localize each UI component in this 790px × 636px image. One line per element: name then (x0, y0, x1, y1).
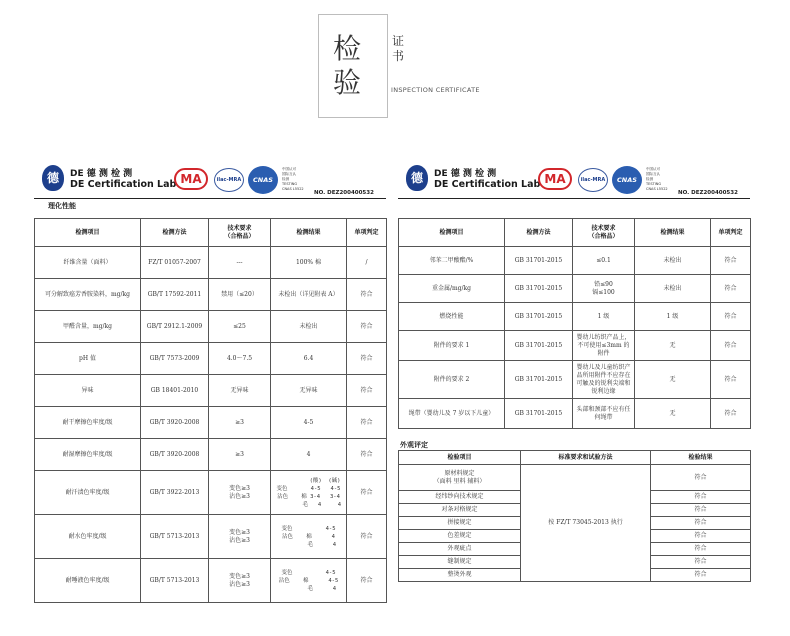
cell-item: 甲醛含量，mg/kg (35, 311, 141, 343)
cell-result: 未检出（详见附表 A） (271, 279, 347, 311)
accreditation-text: 中国认可 国际互认 检测 TESTING CNAS L5522 (646, 167, 668, 191)
header-divider (34, 198, 386, 199)
certificate-page-left (34, 160, 386, 592)
table-header-row (399, 219, 751, 247)
cell-verdict: 符合 (347, 343, 387, 375)
cell-method: GB 31701-2015 (505, 399, 573, 429)
cell-verdict: 符合 (347, 515, 387, 559)
cell-item: 纤维含量（面料） (35, 247, 141, 279)
column-header: 检测结果 (635, 219, 711, 247)
cell-verdict: 符合 (711, 331, 751, 361)
cell-result-text: 变色 4-5 沾色 棉 4-5 毛 4 (278, 569, 339, 592)
column-header: 检测项目 (35, 219, 141, 247)
cell-requirement: ≥3 (209, 439, 271, 471)
cell-requirement: 婴幼儿纺织产品上，不可使用≤3mm 的附件 (573, 331, 635, 361)
cell-verdict: 符合 (347, 439, 387, 471)
cell-method: GB/T 3920-2008 (141, 439, 209, 471)
certificate-page-right (398, 160, 750, 592)
cell-result: 无 (635, 399, 711, 429)
lab-name-en: DE Certification Lab (434, 179, 541, 190)
cell-requirement: 婴幼儿及儿童纺织产品所用附件不应存在可触及的锐利尖端和锐利边缘 (573, 361, 635, 399)
cnas-logo-icon: CNAS (612, 166, 642, 194)
cell-method: GB/T 5713-2013 (141, 515, 209, 559)
cell-requirement: 禁用（≤20） (209, 279, 271, 311)
appearance-section-title: 外观评定 (400, 441, 428, 449)
cell-method: GB/T 7573-2009 (141, 343, 209, 375)
cell-result: 符合 (651, 530, 751, 543)
cell-item: 经纬纱向技术规定 (399, 491, 521, 504)
table-row (399, 361, 751, 399)
safety-table (398, 218, 751, 429)
cell-verdict: 符合 (347, 471, 387, 515)
cell-item: 耐水色牢度/级 (35, 515, 141, 559)
cell-verdict: 符合 (347, 311, 387, 343)
title-main (333, 32, 373, 100)
accreditation-text: 中国认可 国际互认 检测 TESTING CNAS L5522 (282, 167, 304, 191)
cell-verdict: 符合 (711, 303, 751, 331)
table-row (35, 439, 387, 471)
cell-item: 可分解致癌芳香胺染料，mg/kg (35, 279, 141, 311)
cell-method: FZ/T 01057-2007 (141, 247, 209, 279)
cell-method: GB/T 2912.1-2009 (141, 311, 209, 343)
cell-requirement: ≤0.1 (573, 247, 635, 275)
column-header: 检验项目 (399, 451, 521, 465)
cell-result: 100% 棉 (271, 247, 347, 279)
cell-requirement: ≥3 (209, 407, 271, 439)
cell-item: 附件的要求 2 (399, 361, 505, 399)
title-sub (392, 34, 406, 64)
column-header: 检验结果 (651, 451, 751, 465)
cell-result: 未检出 (635, 247, 711, 275)
table-row (35, 375, 387, 407)
column-header: 技术要求 （合格品） (209, 219, 271, 247)
column-header: 检测方法 (141, 219, 209, 247)
cell-requirement: 1 级 (573, 303, 635, 331)
lab-header (398, 160, 750, 200)
column-header: 单项判定 (347, 219, 387, 247)
cell-requirement: 头部和颈部不应有任何绳带 (573, 399, 635, 429)
lab-name-en: DE Certification Lab (70, 179, 177, 190)
cell-requirement: 4.0～7.5 (209, 343, 271, 375)
cell-method: GB 31701-2015 (505, 331, 573, 361)
cell-item: 拼接规定 (399, 517, 521, 530)
cell-method: GB/T 3920-2008 (141, 407, 209, 439)
cell-method: GB/T 3922-2013 (141, 471, 209, 515)
table-row (35, 515, 387, 559)
cell-verdict: 符合 (347, 279, 387, 311)
lab-name-cn: DE 德 测 检 测 (70, 169, 133, 179)
cell-result: 符合 (651, 556, 751, 569)
title-english: INSPECTION CERTIFICATE (391, 86, 480, 94)
cell-requirement: ≤25 (209, 311, 271, 343)
cell-item: 耐湿摩擦色牢度/级 (35, 439, 141, 471)
cell-item: 异味 (35, 375, 141, 407)
table-row (35, 559, 387, 603)
cell-result: 4 (271, 439, 347, 471)
lab-header (34, 160, 386, 200)
cell-method: GB 31701-2015 (505, 247, 573, 275)
header-divider (398, 198, 750, 199)
cell-verdict: / (347, 247, 387, 279)
cell-method: GB/T 17592-2011 (141, 279, 209, 311)
cell-result: 符合 (651, 543, 751, 556)
cell-method: GB 31701-2015 (505, 275, 573, 303)
table-row (399, 275, 751, 303)
table-row (35, 343, 387, 375)
cell-result: 1 级 (635, 303, 711, 331)
cell-verdict: 符合 (711, 275, 751, 303)
cell-result (271, 471, 347, 515)
title-char: 验 (333, 66, 362, 99)
table-header-row (35, 219, 387, 247)
cell-result: 4-5 (271, 407, 347, 439)
table-row (399, 465, 751, 491)
cell-requirement: 无异味 (209, 375, 271, 407)
table-row (399, 247, 751, 275)
cell-result: 符合 (651, 491, 751, 504)
cell-verdict: 符合 (347, 407, 387, 439)
cell-requirement: 变色≥3 沾色≥3 (209, 559, 271, 603)
cell-item: 整烫外观 (399, 569, 521, 582)
cell-result-text: (酸) (碱) 变色 4-5 4-5 沾色 棉 3-4 3-4 毛 4 4 (276, 477, 342, 508)
title-sub-char: 证 (392, 34, 405, 48)
table-row (35, 407, 387, 439)
table-row (399, 399, 751, 429)
cell-result: 6.4 (271, 343, 347, 375)
section-title: 理化性能 (48, 202, 76, 210)
cell-result: 符合 (651, 465, 751, 491)
cell-method: GB 31701-2015 (505, 303, 573, 331)
cell-verdict: 符合 (347, 375, 387, 407)
cell-item: 色差规定 (399, 530, 521, 543)
cnas-logo-icon: CNAS (248, 166, 278, 194)
cell-result: 符合 (651, 569, 751, 582)
cma-logo-icon: MA (174, 168, 208, 190)
cell-requirement: 铅≤90 镉≤100 (573, 275, 635, 303)
table-row (35, 279, 387, 311)
cell-item: 绳带（婴幼儿及 7 岁以下儿童） (399, 399, 505, 429)
cell-verdict: 符合 (711, 361, 751, 399)
table-row (399, 303, 751, 331)
cell-item: 耐汗渍色牢度/级 (35, 471, 141, 515)
de-logo-icon: 德 (406, 165, 428, 191)
cell-method: GB 31701-2015 (505, 361, 573, 399)
cell-item: 附件的要求 1 (399, 331, 505, 361)
table-row (35, 471, 387, 515)
cell-verdict: 符合 (711, 399, 751, 429)
cell-verdict: 符合 (711, 247, 751, 275)
cell-item: 原材料规定 （面料 里料 辅料） (399, 465, 521, 491)
cell-item: 外观疵点 (399, 543, 521, 556)
de-logo-icon: 德 (42, 165, 64, 191)
cell-item: 对条对格规定 (399, 504, 521, 517)
cell-item: 缝制规定 (399, 556, 521, 569)
cell-item: 耐唾液色牢度/级 (35, 559, 141, 603)
cell-method: 按 FZ/T 73045-2013 执行 (521, 465, 651, 582)
cell-result: 符合 (651, 504, 751, 517)
column-header: 检测项目 (399, 219, 505, 247)
cell-item: pH 值 (35, 343, 141, 375)
column-header: 单项判定 (711, 219, 751, 247)
cma-logo-icon: MA (538, 168, 572, 190)
cell-item: 耐干摩擦色牢度/级 (35, 407, 141, 439)
cell-result: 未检出 (271, 311, 347, 343)
cell-requirement: 变色≥3 沾色≥3 (209, 471, 271, 515)
appearance-table (398, 450, 751, 582)
cell-item: 重金属/mg/kg (399, 275, 505, 303)
cell-result: 未检出 (635, 275, 711, 303)
cell-result: 无异味 (271, 375, 347, 407)
cell-result: 无 (635, 361, 711, 399)
cell-verdict: 符合 (347, 559, 387, 603)
title-char: 检 (333, 32, 362, 65)
cell-item: 邻苯二甲酸酯/% (399, 247, 505, 275)
column-header: 技术要求 （合格品） (573, 219, 635, 247)
table-row (35, 247, 387, 279)
column-header: 检测方法 (505, 219, 573, 247)
cell-requirement: 变色≥3 沾色≥3 (209, 515, 271, 559)
table-row (399, 331, 751, 361)
report-number: NO. DEZ200400532 (678, 190, 738, 196)
table-header-row (399, 451, 751, 465)
ilac-mra-logo-icon: ilac-MRA (214, 168, 244, 192)
ilac-mra-logo-icon: ilac-MRA (578, 168, 608, 192)
cell-method: GB/T 5713-2013 (141, 559, 209, 603)
title-sub-char: 书 (392, 49, 405, 63)
physchem-table (34, 218, 387, 603)
cell-result: 符合 (651, 517, 751, 530)
cell-result-text: 变色 4-5 沾色 棉 4 毛 4 (281, 525, 337, 548)
cell-requirement: --- (209, 247, 271, 279)
column-header: 标准要求和试验方法 (521, 451, 651, 465)
cell-result (271, 515, 347, 559)
table-row (35, 311, 387, 343)
cell-result: 无 (635, 331, 711, 361)
lab-name-cn: DE 德 测 检 测 (434, 169, 497, 179)
report-number: NO. DEZ200400532 (314, 190, 374, 196)
cell-result (271, 559, 347, 603)
cell-method: GB 18401-2010 (141, 375, 209, 407)
column-header: 检测结果 (271, 219, 347, 247)
cell-item: 燃烧性能 (399, 303, 505, 331)
